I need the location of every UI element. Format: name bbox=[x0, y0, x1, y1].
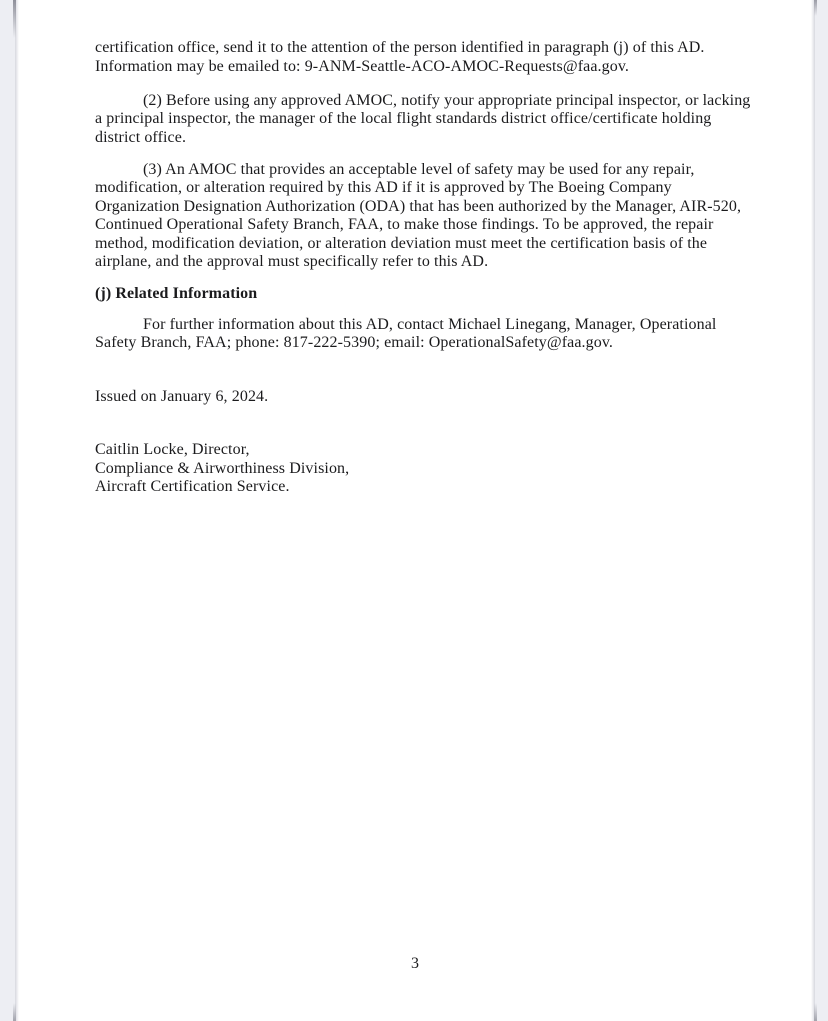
text-line: method, modification deviation, or alteration deviation must meet the certification basis of the bbox=[95, 234, 708, 252]
paragraph bbox=[95, 92, 755, 148]
text-line: airplane, and the approval must specifically refer to this AD. bbox=[95, 253, 489, 270]
text-line: Information may be emailed to: 9-ANM-Seattle-ACO-AMOC-Requests@faa.gov. bbox=[95, 57, 630, 75]
text-line: district office. bbox=[95, 128, 187, 146]
page-edge-mark-bottom-left bbox=[13, 1003, 16, 1021]
viewer-background-left bbox=[0, 0, 15, 1021]
section-heading bbox=[95, 285, 755, 304]
paragraph bbox=[95, 39, 755, 76]
paragraph bbox=[95, 388, 755, 407]
viewer-background-right bbox=[815, 0, 828, 1021]
paragraph bbox=[95, 316, 755, 353]
page-edge-mark-bottom-right bbox=[814, 1003, 817, 1021]
document-body bbox=[95, 0, 755, 497]
text-line: (j) Related Information bbox=[95, 284, 258, 302]
text-line: For further information about this AD, contact Michael Linegang, Manager, Operational bbox=[143, 315, 717, 333]
text-line: Aircraft Certification Service. bbox=[95, 478, 290, 495]
document-page bbox=[15, 0, 815, 1021]
text-line: (2) Before using any approved AMOC, notify your appropriate principal inspector, or lacking bbox=[143, 91, 751, 109]
paragraph bbox=[95, 441, 755, 497]
page-edge-mark-top-left bbox=[13, 0, 16, 38]
text-line: Compliance & Airworthiness Division, bbox=[95, 459, 350, 477]
text-line: Issued on January 6, 2024. bbox=[95, 388, 269, 405]
text-line: modification, or alteration required by this AD if it is approved by The Boeing Company bbox=[95, 179, 672, 196]
text-line: a principal inspector, the manager of the local flight standards district office/certificate holding bbox=[95, 110, 712, 127]
text-line: Continued Operational Safety Branch, FAA, to make those findings. To be approved, the repair bbox=[95, 216, 714, 233]
paragraph bbox=[95, 161, 755, 272]
text-line: (3) An AMOC that provides an acceptable level of safety may be used for any repair, bbox=[143, 160, 695, 178]
text-line: Organization Designation Authorization (ODA) that has been authorized by the Manager, AIR-520, bbox=[95, 197, 742, 215]
page-number: 3 bbox=[411, 955, 419, 972]
text-line: certification office, send it to the attention of the person identified in paragraph (j) of this AD. bbox=[95, 39, 705, 56]
page-edge-mark-top-right bbox=[814, 0, 817, 16]
text-line: Caitlin Locke, Director, bbox=[95, 441, 250, 458]
text-line: Safety Branch, FAA; phone: 817-222-5390; email: OperationalSafety@faa.gov. bbox=[95, 334, 614, 351]
